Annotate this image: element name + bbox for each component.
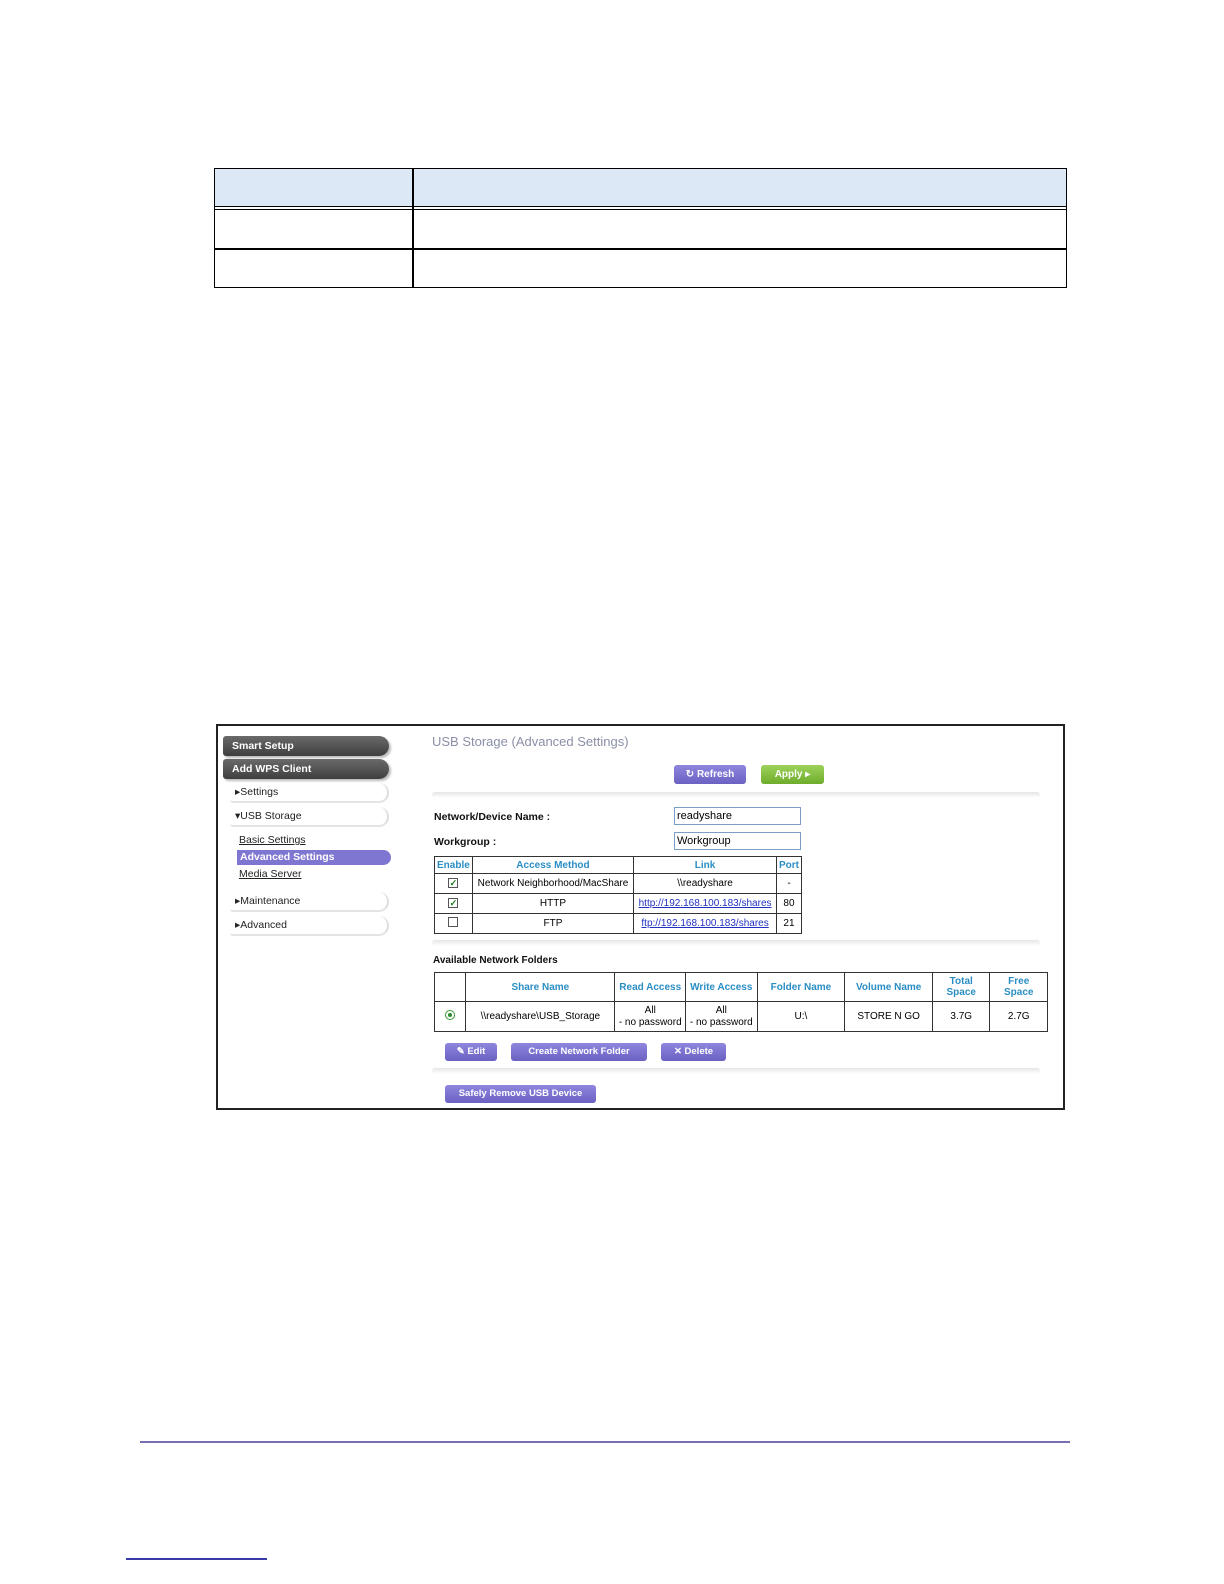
column-header-read-access: Read Access — [615, 973, 686, 1002]
network-folders-table — [434, 972, 1048, 1032]
divider — [432, 940, 1040, 946]
device-name-input[interactable] — [674, 807, 801, 825]
table-row — [435, 1002, 1048, 1032]
table-row — [435, 914, 802, 934]
document-table — [214, 168, 1067, 288]
divider — [432, 792, 1040, 798]
column-header-free-space: Free Space — [990, 973, 1048, 1002]
column-header-share-name: Share Name — [466, 973, 615, 1002]
workgroup-label: Workgroup : — [434, 836, 497, 848]
edit-button[interactable]: ✎ Edit — [445, 1043, 497, 1061]
column-header-link: Link — [634, 857, 777, 874]
write-access-note: - no password — [689, 1016, 753, 1028]
port-cell: 21 — [776, 914, 801, 934]
sidebar-item-add-wps-client[interactable]: Add WPS Client — [223, 759, 389, 779]
enable-checkbox[interactable]: ✓ — [449, 878, 458, 888]
port-cell: - — [776, 874, 801, 894]
page-title: USB Storage (Advanced Settings) — [432, 734, 629, 749]
device-name-label: Network/Device Name : — [434, 811, 551, 823]
table-row — [435, 894, 802, 914]
write-access-cell — [686, 1002, 758, 1032]
document-table-column-divider — [412, 169, 414, 287]
access-method-cell: Network Neighborhood/MacShare — [472, 874, 633, 894]
free-space-cell: 2.7G — [990, 1002, 1048, 1032]
workgroup-input[interactable] — [674, 832, 801, 850]
sidebar-item-usb-storage[interactable]: ▾USB Storage — [230, 807, 389, 827]
sidebar-subitem-media-server[interactable]: Media Server — [239, 868, 302, 880]
sidebar-item-settings[interactable]: ▸Settings — [230, 783, 389, 803]
column-header-select — [435, 973, 466, 1002]
delete-button[interactable]: ✕ Delete — [661, 1043, 726, 1061]
safely-remove-usb-button[interactable]: Safely Remove USB Device — [445, 1085, 596, 1103]
enable-checkbox[interactable]: ✓ — [449, 898, 458, 908]
link-cell: \\readyshare — [634, 874, 777, 894]
sidebar-subitem-advanced-settings[interactable]: Advanced Settings — [237, 850, 391, 865]
write-access-value: All — [715, 1004, 727, 1016]
table-row — [435, 874, 802, 894]
port-cell: 80 — [776, 894, 801, 914]
footer-link-underline[interactable] — [126, 1558, 267, 1560]
volume-name-cell: STORE N GO — [845, 1002, 933, 1032]
sidebar-item-maintenance[interactable]: ▸Maintenance — [230, 892, 389, 912]
sidebar-subitem-basic-settings[interactable]: Basic Settings — [239, 834, 306, 846]
folder-name-cell: U:\ — [757, 1002, 845, 1032]
column-header-port: Port — [776, 857, 801, 874]
ftp-link[interactable]: ftp://192.168.100.183/shares — [641, 918, 769, 929]
access-method-table — [434, 856, 802, 934]
column-header-folder-name: Folder Name — [757, 973, 845, 1002]
folder-select-radio[interactable] — [445, 1010, 455, 1020]
sidebar-item-advanced[interactable]: ▸Advanced — [230, 916, 389, 936]
access-method-cell: FTP — [472, 914, 633, 934]
access-method-cell: HTTP — [472, 894, 633, 914]
column-header-write-access: Write Access — [686, 973, 758, 1002]
read-access-note: - no password — [618, 1016, 682, 1028]
folders-heading: Available Network Folders — [433, 955, 558, 966]
sidebar-item-smart-setup[interactable]: Smart Setup — [223, 736, 389, 756]
read-access-value: All — [644, 1004, 656, 1016]
router-screenshot — [216, 724, 1065, 1110]
column-header-enable: Enable — [435, 857, 473, 874]
divider — [432, 1068, 1040, 1074]
footer-rule — [140, 1441, 1070, 1443]
http-link[interactable]: http://192.168.100.183/shares — [638, 898, 772, 909]
refresh-button[interactable]: ↻ Refresh — [674, 765, 746, 784]
column-header-total-space: Total Space — [933, 973, 990, 1002]
share-name-cell: \\readyshare\USB_Storage — [466, 1002, 615, 1032]
column-header-access-method: Access Method — [472, 857, 633, 874]
total-space-cell: 3.7G — [933, 1002, 990, 1032]
enable-checkbox[interactable] — [448, 917, 458, 927]
document-table-row-divider — [215, 248, 1066, 250]
document-table-header — [215, 169, 1066, 207]
create-network-folder-button[interactable]: Create Network Folder — [511, 1043, 647, 1061]
apply-button[interactable]: Apply ▸ — [761, 765, 824, 784]
document-table-header-rule — [215, 209, 1066, 210]
read-access-cell — [615, 1002, 686, 1032]
column-header-volume-name: Volume Name — [845, 973, 933, 1002]
